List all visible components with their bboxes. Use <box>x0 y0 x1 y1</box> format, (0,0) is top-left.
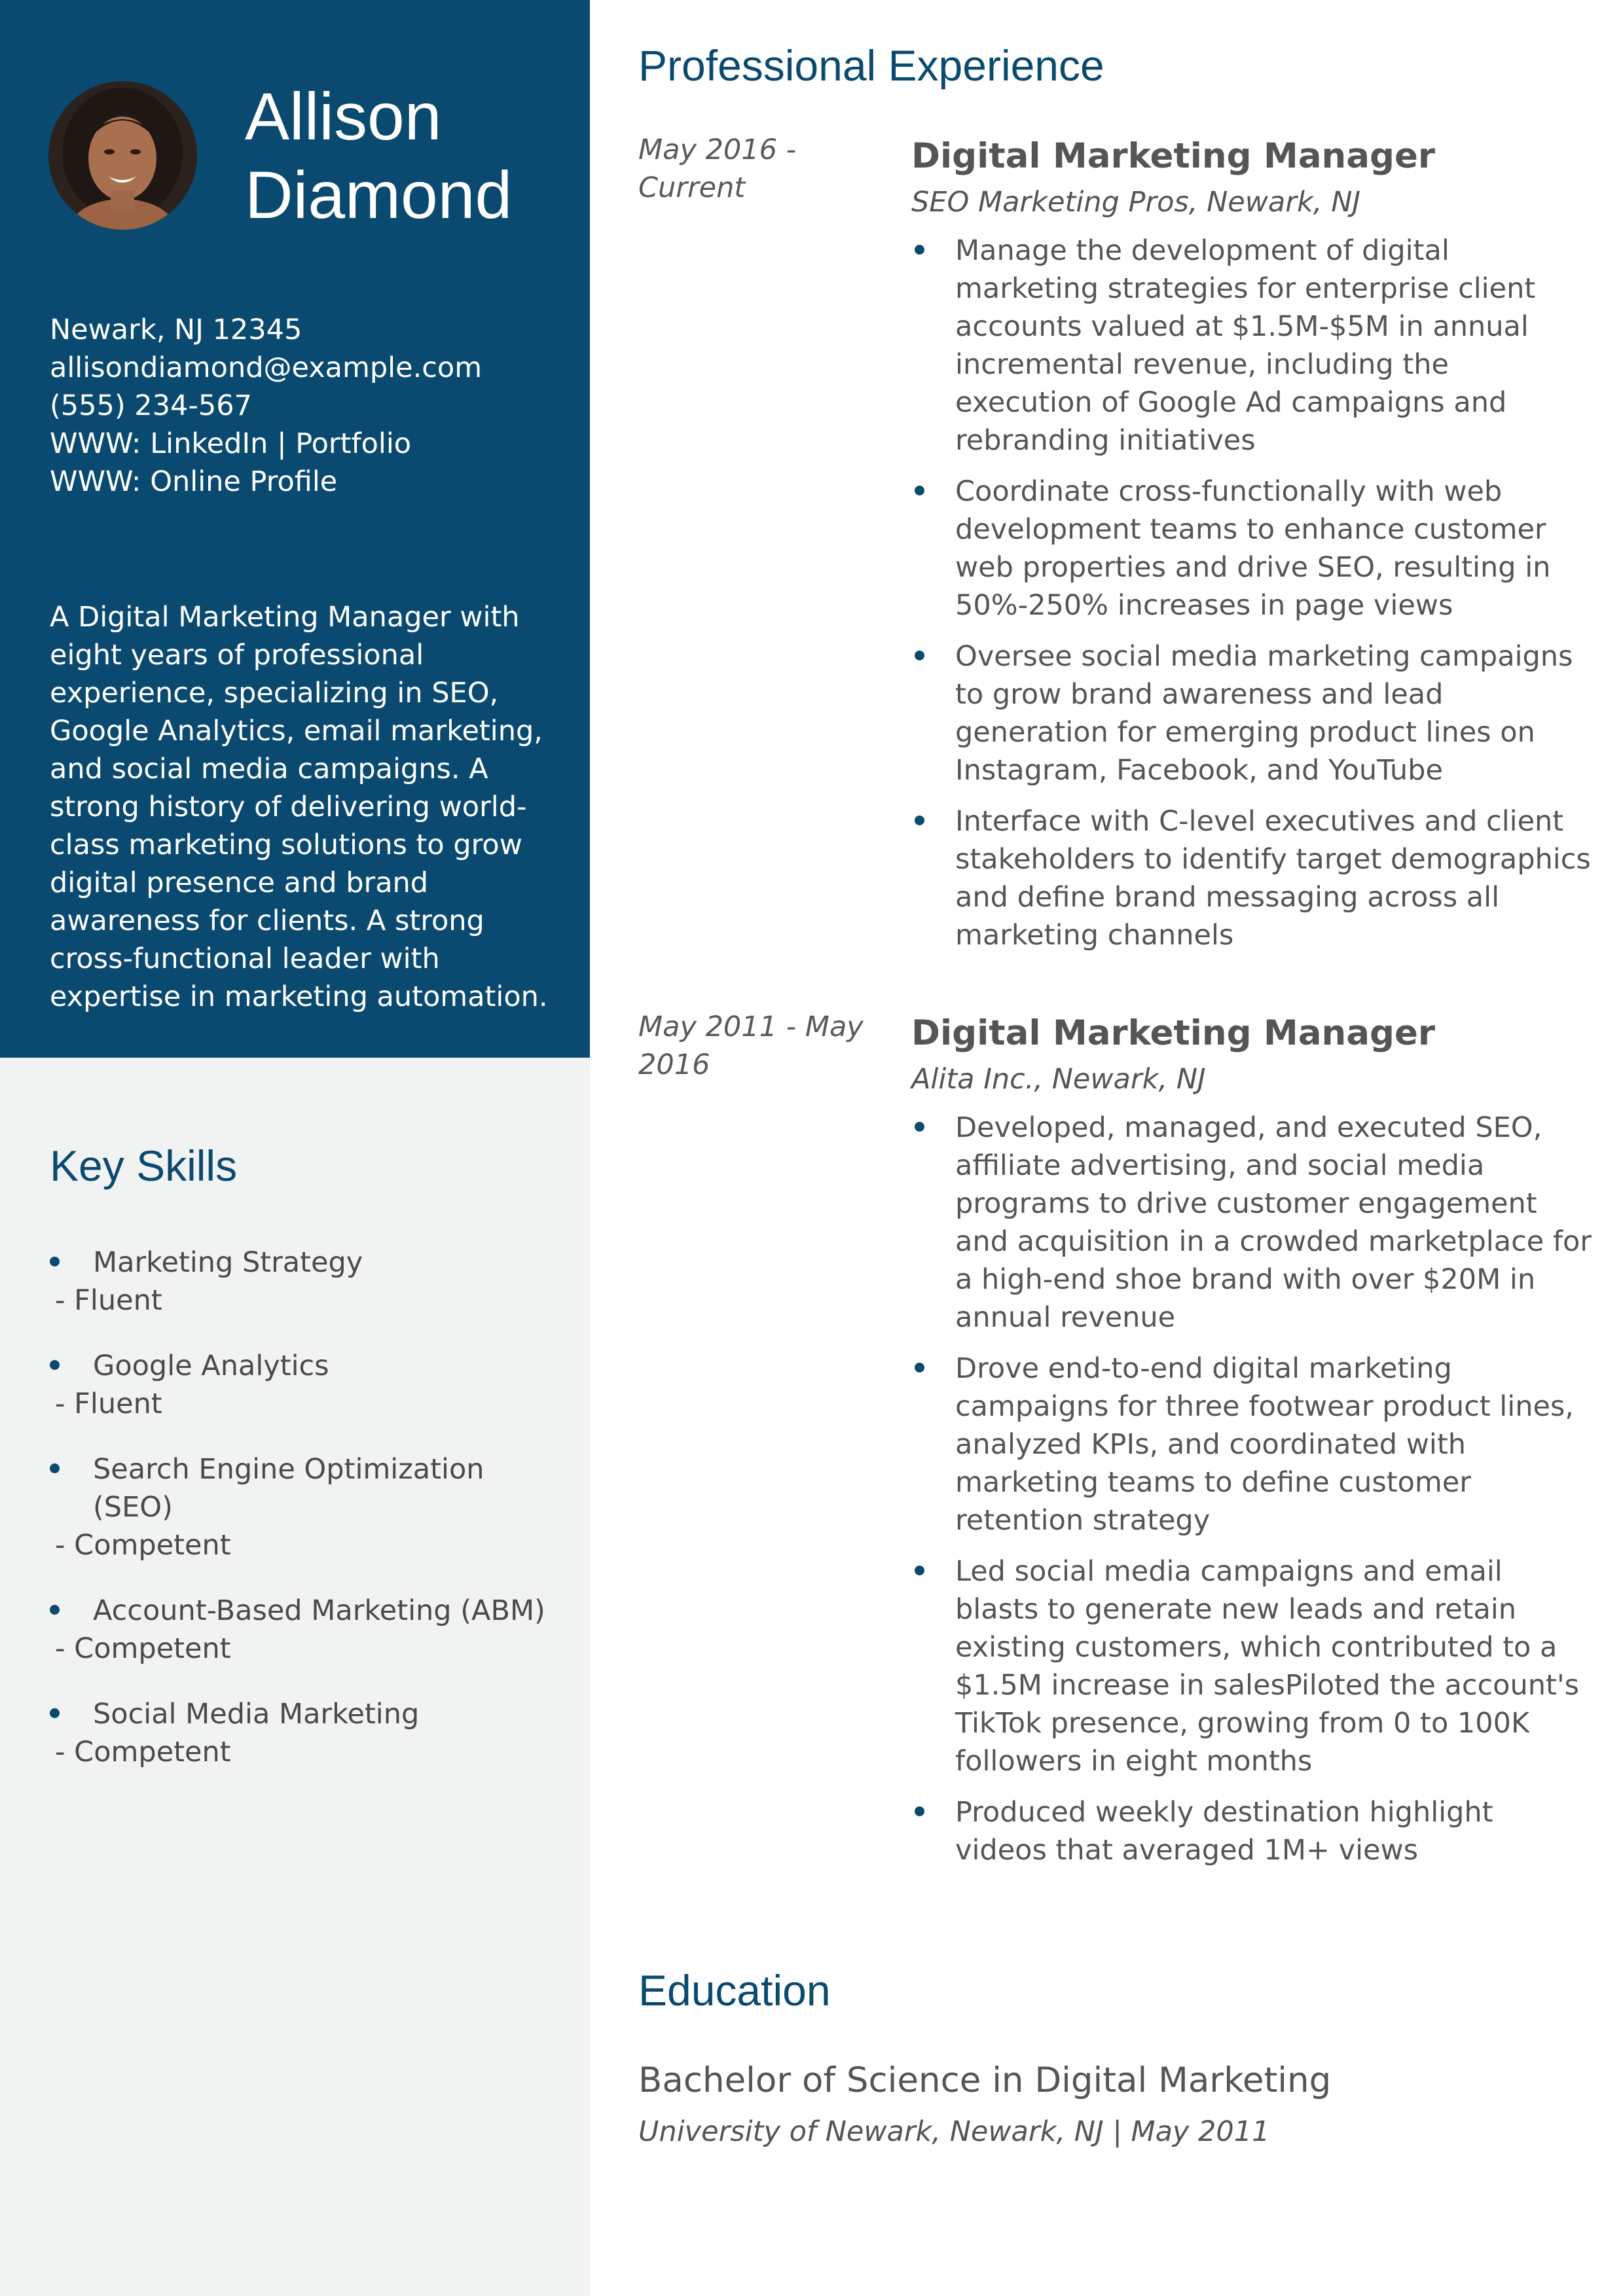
skill-level: - Fluent <box>55 1388 162 1420</box>
contact-info <box>50 311 574 501</box>
portrait-image <box>48 81 197 230</box>
email[interactable]: allisondiamond@example.com <box>50 351 483 384</box>
address: Newark, NJ 12345 <box>50 314 302 346</box>
skill-name: Account-Based Marketing (ABM) <box>50 1592 560 1630</box>
skill-name: Social Media Marketing <box>50 1695 560 1733</box>
skill-name: Search Engine Optimization (SEO) <box>50 1450 525 1526</box>
job-company: Alita Inc., Newark, NJ <box>911 1063 1206 1096</box>
job-date: May 2011 - May 2016 <box>638 1011 864 1081</box>
skill-level: - Fluent <box>55 1284 162 1317</box>
skill-item <box>50 1592 560 1668</box>
profile-panel <box>0 0 590 1058</box>
job-title: Digital Marketing Manager <box>911 1013 1436 1053</box>
website-links[interactable]: WWW: LinkedIn | Portfolio <box>50 427 412 460</box>
job-date: May 2016 - Current <box>638 134 797 204</box>
degree: Bachelor of Science in Digital Marketing <box>638 2060 1332 2100</box>
phone: (555) 234-567 <box>50 389 252 422</box>
school-info: University of Newark, Newark, NJ | May 2011 <box>638 2115 1270 2148</box>
skill-level: - Competent <box>55 1529 231 1562</box>
experience-heading: Professional Experience <box>638 41 1104 90</box>
job-bullets <box>911 1109 1592 1869</box>
education-heading: Education <box>638 1966 831 2015</box>
job-company: SEO Marketing Pros, Newark, NJ <box>911 186 1361 219</box>
job-bullet: Coordinate cross-functionally with web development teams to enhance customer web properties and drive SEO, resulting in 50%-250% increases in page views <box>911 473 1592 624</box>
job-bullet: Oversee social media marketing campaigns to grow brand awareness and lead generation for emerging product lines on Instagram, Facebook, and YouTube <box>911 637 1592 789</box>
left-column <box>0 0 590 2296</box>
skill-item <box>50 1450 560 1564</box>
last-name: Diamond <box>245 158 513 232</box>
skill-level: - Competent <box>55 1736 231 1768</box>
skill-item <box>50 1695 560 1771</box>
job-bullet: Manage the development of digital marketing strategies for enterprise client accounts valued at $1.5M-$5M in annual incremental revenue, including the execution of Google Ad campaigns and rebranding initiatives <box>911 232 1592 459</box>
skill-name: Marketing Strategy <box>50 1244 560 1282</box>
skill-level: - Competent <box>55 1632 231 1665</box>
skill-item <box>50 1347 560 1423</box>
job-details <box>911 131 1592 967</box>
job-bullet: Led social media campaigns and email blasts to generate new leads and retain existing customers, which contributed to a $1.5M increase in salesPiloted the account's TikTok presence, growing from 0 to 100K followers in eight months <box>911 1552 1592 1780</box>
skill-name: Google Analytics <box>50 1347 560 1385</box>
candidate-name <box>245 77 572 234</box>
job-bullet: Interface with C-level executives and client stakeholders to identify target demographics and define brand messaging across all marketing channels <box>911 802 1592 954</box>
job-details <box>911 1008 1592 1882</box>
first-name: Allison <box>245 79 442 154</box>
job-bullets <box>911 232 1592 954</box>
professional-summary: A Digital Marketing Manager with eight years of professional experience, specializing in SEO, Google Analytics, email marketing, and social media campaigns. A strong history of delivering world-class marketing solutions to grow digital presence and brand awareness for clients. A strong cross-functional leader with expertise in marketing automation. <box>50 601 548 1013</box>
job-title: Digital Marketing Manager <box>911 136 1436 176</box>
job-bullet: Drove end-to-end digital marketing campaigns for three footwear product lines, analyzed KPIs, and coordinated with marketing teams to define customer retention strategy <box>911 1350 1592 1539</box>
job-bullet: Developed, managed, and executed SEO, affiliate advertising, and social media programs to drive customer engagement and acquisition in a crowded marketplace for a high-end shoe brand with over $20M in annual revenue <box>911 1109 1592 1336</box>
online-profile-link[interactable]: WWW: Online Profile <box>50 465 338 498</box>
job-bullet: Produced weekly destination highlight videos that averaged 1M+ views <box>911 1793 1592 1869</box>
skill-item <box>50 1244 560 1319</box>
skills-list <box>50 1244 560 1799</box>
skills-heading: Key Skills <box>50 1141 238 1190</box>
profile-photo <box>48 81 197 230</box>
